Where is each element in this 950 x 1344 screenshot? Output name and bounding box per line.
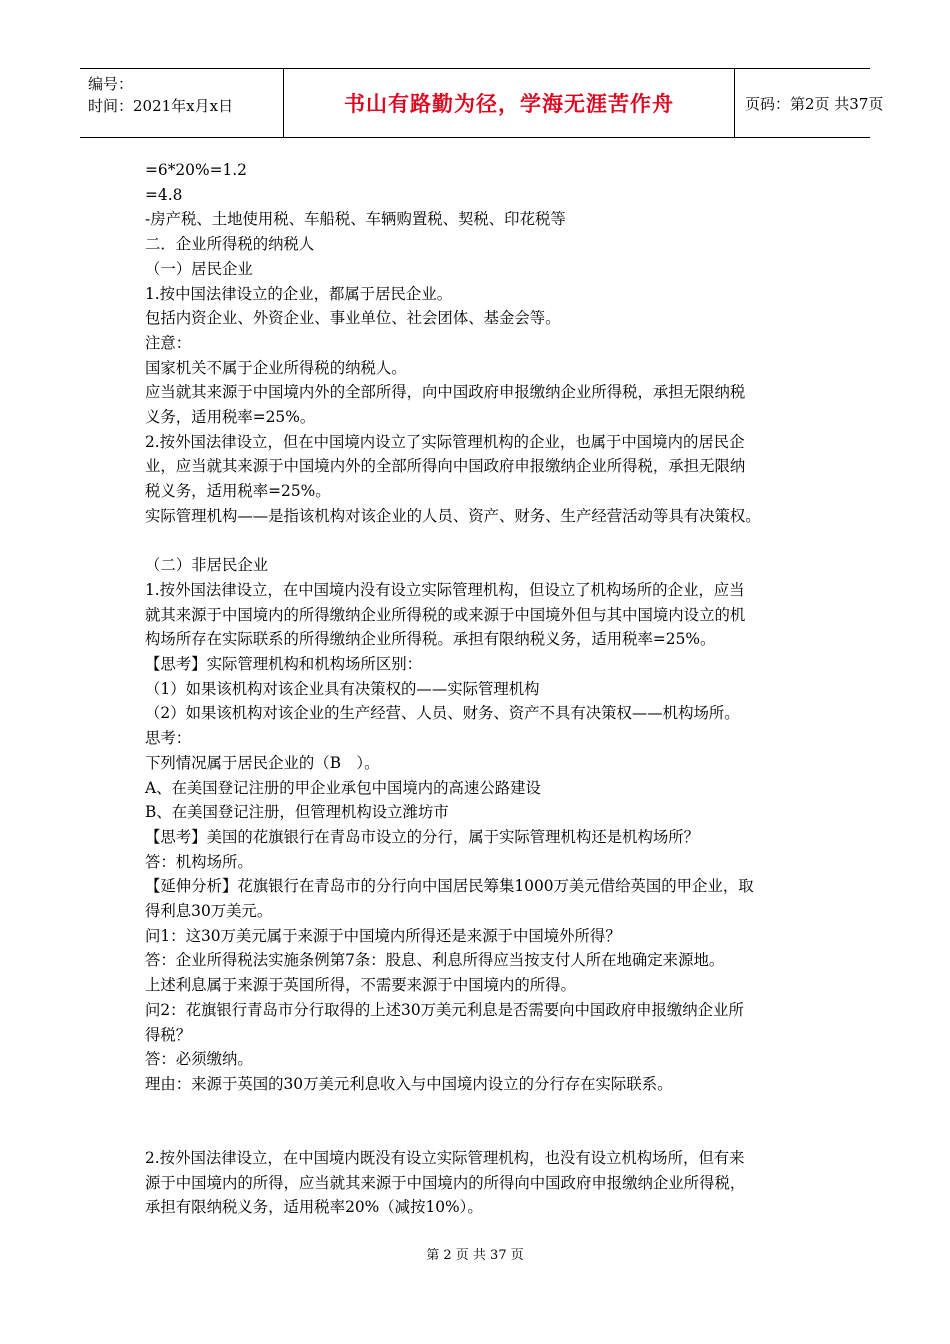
page-header — [80, 68, 884, 138]
body-line: 源于中国境内的所得，应当就其来源于中国境内的所得向中国政府申报缴纳企业所得税， — [145, 1173, 746, 1192]
body-line: （2）如果该机构对该企业的生产经营、人员、财务、资产不具有决策权——机构场所。 — [145, 704, 740, 723]
body-line: =6*20%=1.2 — [145, 161, 247, 179]
document-body — [145, 158, 815, 1220]
blank-line — [145, 1097, 815, 1122]
body-line: B、在美国登记注册，但管理机构设立潍坊市 — [145, 803, 449, 822]
body-line: -房产税、土地使用税、车船税、车辆购置税、契税、印花税等 — [145, 210, 566, 229]
body-line: 答：必须缴纳。 — [145, 1050, 253, 1069]
blank-line — [145, 1121, 815, 1146]
page-footer: 第 2 页 共 37 页 — [426, 1248, 524, 1263]
body-line: 承担有限纳税义务，适用税率20%（减按10%）。 — [145, 1198, 483, 1217]
body-line: 2.按外国法律设立，在中国境内既没有设立实际管理机构，也没有设立机构场所，但有来 — [145, 1149, 745, 1168]
body-line: 思考： — [145, 729, 192, 748]
body-line: 义务，适用税率=25%。 — [145, 408, 316, 427]
body-line: 1.按中国法律设立的企业，都属于居民企业。 — [145, 284, 453, 303]
body-line: 就其来源于中国境内的所得缴纳企业所得税的或来源于中国境外但与其中国境内设立的机 — [145, 605, 746, 624]
body-line: A、在美国登记注册的甲企业承包中国境内的高速公路建设 — [145, 778, 541, 797]
body-line: 问1：这30万美元属于来源于中国境内所得还是来源于中国境外所得？ — [145, 926, 621, 945]
body-line: 实际管理机构——是指该机构对该企业的人员、资产、财务、生产经营活动等具有决策权。 — [145, 506, 761, 525]
blank-line — [145, 529, 815, 554]
body-line: 下列情况属于居民企业的（B ）。 — [145, 753, 380, 772]
body-line: 应当就其来源于中国境内外的全部所得，向中国政府申报缴纳企业所得税，承担无限纳税 — [145, 383, 746, 402]
body-line: 二．企业所得税的纳税人 — [145, 235, 315, 254]
body-line: 【思考】实际管理机构和机构场所区别： — [145, 655, 423, 674]
body-line: 包括内资企业、外资企业、事业单位、社会团体、基金会等。 — [145, 309, 561, 328]
body-line: =4.8 — [145, 185, 183, 204]
body-line: 上述利息属于来源于英国所得，不需要来源于中国境内的所得。 — [145, 976, 576, 995]
body-line: 答：企业所得税法实施条例第7条：股息、利息所得应当按支付人所在地确定来源地。 — [145, 951, 725, 970]
body-line: 注意： — [145, 333, 192, 352]
body-line: 2.按外国法律设立，但在中国境内设立了实际管理机构的企业，也属于中国境内的居民企 — [145, 432, 745, 451]
document-number-label: 编号： — [88, 75, 134, 93]
document-time-label: 时间：2021年x月x日 — [88, 97, 234, 115]
header-meta — [80, 69, 283, 137]
header-motto-cell — [283, 69, 735, 137]
body-line: 1.按外国法律设立，在中国境内没有设立实际管理机构，但设立了机构场所的企业，应当 — [145, 580, 745, 599]
header-page-info: 页码：第2页 共37页 — [745, 94, 884, 113]
body-line: 国家机关不属于企业所得税的纳税人。 — [145, 358, 407, 377]
body-line: 【延伸分析】花旗银行在青岛市的分行向中国居民筹集1000万美元借给英国的甲企业，取 — [145, 877, 754, 896]
body-line: 得利息30万美元。 — [145, 902, 273, 921]
body-line: （一）居民企业 — [145, 259, 253, 278]
body-line: 答：机构场所。 — [145, 852, 253, 871]
body-line: 【思考】美国的花旗银行在青岛市设立的分行，属于实际管理机构还是机构场所？ — [145, 827, 700, 846]
body-line: 得税？ — [145, 1025, 192, 1044]
body-line: 问2：花旗银行青岛市分行取得的上述30万美元利息是否需要向中国政府申报缴纳企业所 — [145, 1000, 744, 1019]
body-line: 构场所存在实际联系的所得缴纳企业所得税。承担有限纳税义务，适用税率=25%。 — [145, 630, 716, 649]
body-line: 理由：来源于英国的30万美元利息收入与中国境内设立的分行存在实际联系。 — [145, 1075, 673, 1093]
body-line: （1）如果该机构对该企业具有决策权的——实际管理机构 — [145, 679, 540, 698]
body-line: 业，应当就其来源于中国境内外的全部所得向中国政府申报缴纳企业所得税，承担无限纳 — [145, 457, 746, 476]
header-motto: 书山有路勤为径，学海无涯苦作舟 — [344, 91, 674, 116]
body-line: 税义务，适用税率=25%。 — [145, 482, 331, 501]
body-line: （二）非居民企业 — [145, 556, 269, 575]
